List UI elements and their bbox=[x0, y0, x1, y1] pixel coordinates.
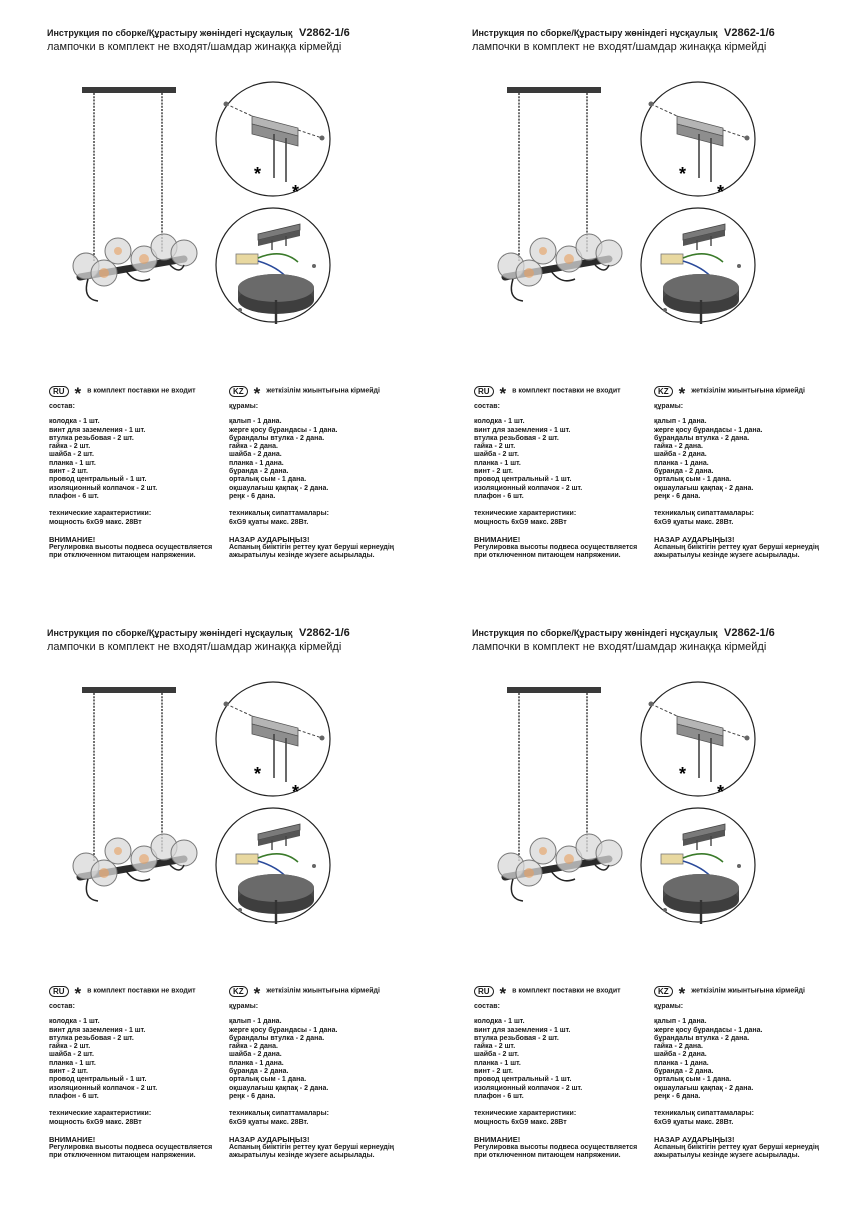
title-text: Инструкция по сборке/Құрастыру жөніндегі нұсқаулық bbox=[47, 628, 293, 638]
text-line: планка - 1 шт. bbox=[49, 1059, 96, 1067]
tech-specs-label: техникалық сипаттамалары: bbox=[654, 1110, 754, 1118]
text-line: втулка резьбовая - 2 шт. bbox=[474, 1034, 559, 1042]
warning-text bbox=[654, 544, 849, 561]
text-line: планка - 1 шт. bbox=[474, 459, 521, 467]
text-line: жерге қосу бұрандасы - 1 дана. bbox=[229, 1026, 338, 1034]
text-line: реңк - 6 дана. bbox=[229, 492, 276, 500]
kazakh-section bbox=[229, 983, 429, 1161]
bulbs-note: лампочки в комплект не входят/шамдар жинаққа кірмейді bbox=[47, 641, 342, 653]
instruction-panel-2 bbox=[469, 26, 849, 606]
text-line: гайка - 2 шт. bbox=[474, 1043, 516, 1051]
language-badge-ru: RU bbox=[49, 386, 69, 397]
parts-list bbox=[474, 1018, 674, 1101]
text-line: планка - 1 дана. bbox=[229, 459, 284, 467]
text-line: винт - 2 шт. bbox=[474, 1068, 513, 1076]
model-number: V2862-1/6 bbox=[724, 627, 775, 639]
text-line: Аспаның биіктігін реттеу қуат беруші кернеудің bbox=[654, 544, 820, 552]
canopy-wiring-detail bbox=[639, 806, 757, 924]
text-line: Аспаның биіктігін реттеу қуат беруші кернеудің bbox=[229, 1144, 395, 1152]
language-badge-kz: KZ bbox=[229, 386, 248, 397]
text-line: қалып - 1 дана. bbox=[229, 1018, 282, 1026]
svg-text:*: * bbox=[679, 764, 687, 784]
tech-specs-label: техникалық сипаттамалары: bbox=[229, 1110, 329, 1118]
text-line: қалып - 1 дана. bbox=[654, 418, 707, 426]
text-line: Аспаның биіктігін реттеу қуат беруші кернеудің bbox=[654, 1144, 820, 1152]
text-line: втулка резьбовая - 2 шт. bbox=[49, 434, 134, 442]
composition-label: состав: bbox=[474, 403, 500, 410]
asterisk-icon: * bbox=[253, 383, 261, 403]
text-line: оқшаулағыш қақпақ - 2 дана. bbox=[229, 1084, 329, 1092]
tech-specs-value: мощность 6xG9 макс. 28Вт bbox=[49, 518, 142, 526]
composition-label: состав: bbox=[49, 1003, 75, 1010]
model-number: V2862-1/6 bbox=[299, 27, 350, 39]
canopy-wiring-detail bbox=[214, 806, 332, 924]
language-badge-ru: RU bbox=[474, 386, 494, 397]
parts-list bbox=[49, 1018, 249, 1101]
tech-specs-value: мощность 6xG9 макс. 28Вт bbox=[49, 1118, 142, 1126]
bulbs-note: лампочки в комплект не входят/шамдар жинаққа кірмейді bbox=[472, 641, 767, 653]
text-line: бұранда - 2 дана. bbox=[654, 468, 714, 476]
text-line: планка - 1 дана. bbox=[654, 459, 709, 467]
text-line: бұранда - 2 дана. bbox=[229, 1068, 289, 1076]
language-badge-kz: KZ bbox=[654, 386, 673, 397]
title-text: Инструкция по сборке/Құрастыру жөніндегі нұсқаулық bbox=[472, 28, 718, 38]
tech-specs-value: мощность 6xG9 макс. 28Вт bbox=[474, 518, 567, 526]
text-line: гайка - 2 дана. bbox=[654, 443, 703, 451]
composition-label: состав: bbox=[474, 1003, 500, 1010]
text-line: шайба - 2 шт. bbox=[474, 451, 519, 459]
text-line: при отключенном питающем напряжении. bbox=[49, 1152, 196, 1160]
warning-text bbox=[49, 1144, 249, 1161]
text-line: шайба - 2 шт. bbox=[474, 1051, 519, 1059]
chandelier-illustration bbox=[491, 681, 641, 941]
not-included-note: в комплект поставки не входит bbox=[512, 387, 621, 395]
text-line: ажыратылуы кезінде жүзеге асырылады. bbox=[229, 552, 375, 560]
text-line: жерге қосу бұрандасы - 1 дана. bbox=[229, 426, 338, 434]
not-included-note: жеткізілім жиынтығына кірмейді bbox=[266, 387, 380, 395]
warning-title: ВНИМАНИЕ! bbox=[474, 1134, 521, 1144]
text-line: плафон - 6 шт. bbox=[474, 1092, 524, 1100]
text-line: винт для заземления - 1 шт. bbox=[474, 1026, 571, 1034]
text-line: колодка - 1 шт. bbox=[49, 1018, 100, 1026]
text-line: оқшаулағыш қақпақ - 2 дана. bbox=[229, 484, 329, 492]
warning-title: ВНИМАНИЕ! bbox=[49, 534, 96, 544]
composition-label: состав: bbox=[49, 403, 75, 410]
svg-text:*: * bbox=[717, 182, 725, 198]
text-line: винт - 2 шт. bbox=[474, 468, 513, 476]
text-line: гайка - 2 дана. bbox=[654, 1043, 703, 1051]
kazakh-section bbox=[654, 383, 849, 561]
text-line: шайба - 2 шт. bbox=[49, 451, 94, 459]
language-badge-kz: KZ bbox=[229, 986, 248, 997]
warning-title: НАЗАР АУДАРЫҢЫЗ! bbox=[654, 534, 735, 544]
text-line: втулка резьбовая - 2 шт. bbox=[49, 1034, 134, 1042]
text-line: орталық сым - 1 дана. bbox=[654, 476, 732, 484]
text-line: бұранда - 2 дана. bbox=[229, 468, 289, 476]
composition-label: құрамы: bbox=[654, 1003, 684, 1010]
text-line: Регулировка высоты подвеса осуществляется bbox=[474, 1144, 638, 1152]
text-line: при отключенном питающем напряжении. bbox=[474, 552, 621, 560]
warning-title: НАЗАР АУДАРЫҢЫЗ! bbox=[654, 1134, 735, 1144]
canopy-wiring-detail bbox=[639, 206, 757, 324]
tech-specs-value: 6xG9 қуаты макс. 28Вт. bbox=[229, 518, 309, 526]
text-line: қалып - 1 дана. bbox=[654, 1018, 707, 1026]
svg-text:*: * bbox=[254, 764, 262, 784]
russian-section bbox=[474, 383, 674, 561]
text-line: изоляционный колпачок - 2 шт. bbox=[49, 484, 158, 492]
mounting-bracket-detail bbox=[639, 680, 757, 798]
instruction-panel-4 bbox=[469, 626, 849, 1206]
text-line: ажыратылуы кезінде жүзеге асырылады. bbox=[229, 1152, 375, 1160]
bulbs-note: лампочки в комплект не входят/шамдар жинаққа кірмейді bbox=[47, 41, 342, 53]
asterisk-icon: * bbox=[499, 983, 507, 1003]
text-line: реңк - 6 дана. bbox=[654, 492, 701, 500]
canopy-wiring-detail bbox=[214, 206, 332, 324]
russian-section bbox=[49, 383, 249, 561]
text-line: винт для заземления - 1 шт. bbox=[49, 1026, 146, 1034]
russian-section bbox=[474, 983, 674, 1161]
warning-text bbox=[474, 1144, 674, 1161]
chandelier-illustration bbox=[66, 81, 216, 341]
parts-list bbox=[474, 418, 674, 501]
text-line: бұрандалы втулка - 2 дана. bbox=[229, 434, 325, 442]
text-line: орталық сым - 1 дана. bbox=[229, 476, 307, 484]
mounting-bracket-detail bbox=[214, 80, 332, 198]
russian-section bbox=[49, 983, 249, 1161]
svg-text:*: * bbox=[292, 782, 300, 798]
instruction-title bbox=[47, 627, 350, 639]
text-line: плафон - 6 шт. bbox=[49, 492, 99, 500]
text-line: изоляционный колпачок - 2 шт. bbox=[474, 484, 583, 492]
text-line: гайка - 2 дана. bbox=[229, 1043, 278, 1051]
warning-title: НАЗАР АУДАРЫҢЫЗ! bbox=[229, 1134, 310, 1144]
parts-list bbox=[229, 1018, 429, 1101]
text-line: бұрандалы втулка - 2 дана. bbox=[654, 1034, 750, 1042]
kazakh-section bbox=[654, 983, 849, 1161]
composition-label: құрамы: bbox=[229, 1003, 259, 1010]
mounting-bracket-detail bbox=[639, 80, 757, 198]
text-line: бұрандалы втулка - 2 дана. bbox=[229, 1034, 325, 1042]
not-included-note: в комплект поставки не входит bbox=[87, 987, 196, 995]
text-line: гайка - 2 шт. bbox=[49, 443, 91, 451]
bulbs-note: лампочки в комплект не входят/шамдар жинаққа кірмейді bbox=[472, 41, 767, 53]
text-line: планка - 1 шт. bbox=[474, 1059, 521, 1067]
model-number: V2862-1/6 bbox=[299, 627, 350, 639]
text-line: изоляционный колпачок - 2 шт. bbox=[49, 1084, 158, 1092]
text-line: винт - 2 шт. bbox=[49, 1068, 88, 1076]
warning-text bbox=[229, 1144, 429, 1161]
asterisk-icon: * bbox=[253, 983, 261, 1003]
asterisk-icon: * bbox=[74, 383, 82, 403]
parts-list bbox=[229, 418, 429, 501]
text-line: шайба - 2 дана. bbox=[654, 1051, 707, 1059]
text-line: оқшаулағыш қақпақ - 2 дана. bbox=[654, 1084, 754, 1092]
asterisk-icon: * bbox=[678, 983, 686, 1003]
model-number: V2862-1/6 bbox=[724, 27, 775, 39]
text-line: гайка - 2 шт. bbox=[474, 443, 516, 451]
text-line: ажыратылуы кезінде жүзеге асырылады. bbox=[654, 1152, 800, 1160]
instruction-title bbox=[47, 27, 350, 39]
tech-specs-label: техникалық сипаттамалары: bbox=[654, 510, 754, 518]
warning-title: НАЗАР АУДАРЫҢЫЗ! bbox=[229, 534, 310, 544]
tech-specs-label: технические характеристики: bbox=[474, 510, 577, 518]
warning-title: ВНИМАНИЕ! bbox=[474, 534, 521, 544]
instruction-panel-3 bbox=[44, 626, 444, 1206]
text-line: плафон - 6 шт. bbox=[474, 492, 524, 500]
text-line: плафон - 6 шт. bbox=[49, 1092, 99, 1100]
text-line: жерге қосу бұрандасы - 1 дана. bbox=[654, 1026, 763, 1034]
text-line: реңк - 6 дана. bbox=[654, 1092, 701, 1100]
language-badge-kz: KZ bbox=[654, 986, 673, 997]
text-line: колодка - 1 шт. bbox=[474, 418, 525, 426]
text-line: бұрандалы втулка - 2 дана. bbox=[654, 434, 750, 442]
kazakh-section bbox=[229, 383, 429, 561]
tech-specs-value: 6xG9 қуаты макс. 28Вт. bbox=[654, 1118, 734, 1126]
tech-specs-value: 6xG9 қуаты макс. 28Вт. bbox=[654, 518, 734, 526]
text-line: ажыратылуы кезінде жүзеге асырылады. bbox=[654, 552, 800, 560]
language-badge-ru: RU bbox=[474, 986, 494, 997]
composition-label: құрамы: bbox=[229, 403, 259, 410]
svg-text:*: * bbox=[717, 782, 725, 798]
text-line: шайба - 2 дана. bbox=[654, 451, 707, 459]
text-line: провод центральный - 1 шт. bbox=[474, 476, 572, 484]
asterisk-icon: * bbox=[74, 983, 82, 1003]
text-line: изоляционный колпачок - 2 шт. bbox=[474, 1084, 583, 1092]
text-line: оқшаулағыш қақпақ - 2 дана. bbox=[654, 484, 754, 492]
title-text: Инструкция по сборке/Құрастыру жөніндегі нұсқаулық bbox=[472, 628, 718, 638]
asterisk-icon: * bbox=[499, 383, 507, 403]
text-line: винт для заземления - 1 шт. bbox=[474, 426, 571, 434]
instruction-title bbox=[472, 627, 775, 639]
text-line: Регулировка высоты подвеса осуществляется bbox=[474, 544, 638, 552]
text-line: провод центральный - 1 шт. bbox=[49, 1076, 147, 1084]
text-line: шайба - 2 дана. bbox=[229, 451, 282, 459]
parts-list bbox=[654, 1018, 849, 1101]
text-line: планка - 1 дана. bbox=[229, 1059, 284, 1067]
text-line: при отключенном питающем напряжении. bbox=[49, 552, 196, 560]
text-line: қалып - 1 дана. bbox=[229, 418, 282, 426]
text-line: при отключенном питающем напряжении. bbox=[474, 1152, 621, 1160]
not-included-note: в комплект поставки не входит bbox=[512, 987, 621, 995]
text-line: планка - 1 шт. bbox=[49, 459, 96, 467]
text-line: реңк - 6 дана. bbox=[229, 1092, 276, 1100]
text-line: Регулировка высоты подвеса осуществляется bbox=[49, 1144, 213, 1152]
tech-specs-value: 6xG9 қуаты макс. 28Вт. bbox=[229, 1118, 309, 1126]
text-line: колодка - 1 шт. bbox=[474, 1018, 525, 1026]
parts-list bbox=[654, 418, 849, 501]
text-line: Аспаның биіктігін реттеу қуат беруші кернеудің bbox=[229, 544, 395, 552]
text-line: шайба - 2 дана. bbox=[229, 1051, 282, 1059]
text-line: шайба - 2 шт. bbox=[49, 1051, 94, 1059]
warning-title: ВНИМАНИЕ! bbox=[49, 1134, 96, 1144]
tech-specs-label: технические характеристики: bbox=[474, 1110, 577, 1118]
language-badge-ru: RU bbox=[49, 986, 69, 997]
text-line: гайка - 2 шт. bbox=[49, 1043, 91, 1051]
not-included-note: жеткізілім жиынтығына кірмейді bbox=[691, 387, 805, 395]
text-line: планка - 1 дана. bbox=[654, 1059, 709, 1067]
not-included-note: в комплект поставки не входит bbox=[87, 387, 196, 395]
text-line: бұранда - 2 дана. bbox=[654, 1068, 714, 1076]
not-included-note: жеткізілім жиынтығына кірмейді bbox=[691, 987, 805, 995]
text-line: Регулировка высоты подвеса осуществляется bbox=[49, 544, 213, 552]
text-line: колодка - 1 шт. bbox=[49, 418, 100, 426]
svg-text:*: * bbox=[254, 164, 262, 184]
warning-text bbox=[654, 1144, 849, 1161]
text-line: винт для заземления - 1 шт. bbox=[49, 426, 146, 434]
composition-label: құрамы: bbox=[654, 403, 684, 410]
text-line: орталық сым - 1 дана. bbox=[229, 1076, 307, 1084]
instruction-panel-1 bbox=[44, 26, 444, 606]
text-line: провод центральный - 1 шт. bbox=[474, 1076, 572, 1084]
asterisk-icon: * bbox=[678, 383, 686, 403]
chandelier-illustration bbox=[66, 681, 216, 941]
tech-specs-label: техникалық сипаттамалары: bbox=[229, 510, 329, 518]
text-line: жерге қосу бұрандасы - 1 дана. bbox=[654, 426, 763, 434]
tech-specs-value: мощность 6xG9 макс. 28Вт bbox=[474, 1118, 567, 1126]
mounting-bracket-detail bbox=[214, 680, 332, 798]
title-text: Инструкция по сборке/Құрастыру жөніндегі нұсқаулық bbox=[47, 28, 293, 38]
warning-text bbox=[474, 544, 674, 561]
svg-text:*: * bbox=[292, 182, 300, 198]
text-line: втулка резьбовая - 2 шт. bbox=[474, 434, 559, 442]
svg-text:*: * bbox=[679, 164, 687, 184]
warning-text bbox=[49, 544, 249, 561]
chandelier-illustration bbox=[491, 81, 641, 341]
text-line: орталық сым - 1 дана. bbox=[654, 1076, 732, 1084]
warning-text bbox=[229, 544, 429, 561]
parts-list bbox=[49, 418, 249, 501]
not-included-note: жеткізілім жиынтығына кірмейді bbox=[266, 987, 380, 995]
text-line: винт - 2 шт. bbox=[49, 468, 88, 476]
text-line: гайка - 2 дана. bbox=[229, 443, 278, 451]
instruction-title bbox=[472, 27, 775, 39]
tech-specs-label: технические характеристики: bbox=[49, 510, 152, 518]
tech-specs-label: технические характеристики: bbox=[49, 1110, 152, 1118]
text-line: провод центральный - 1 шт. bbox=[49, 476, 147, 484]
